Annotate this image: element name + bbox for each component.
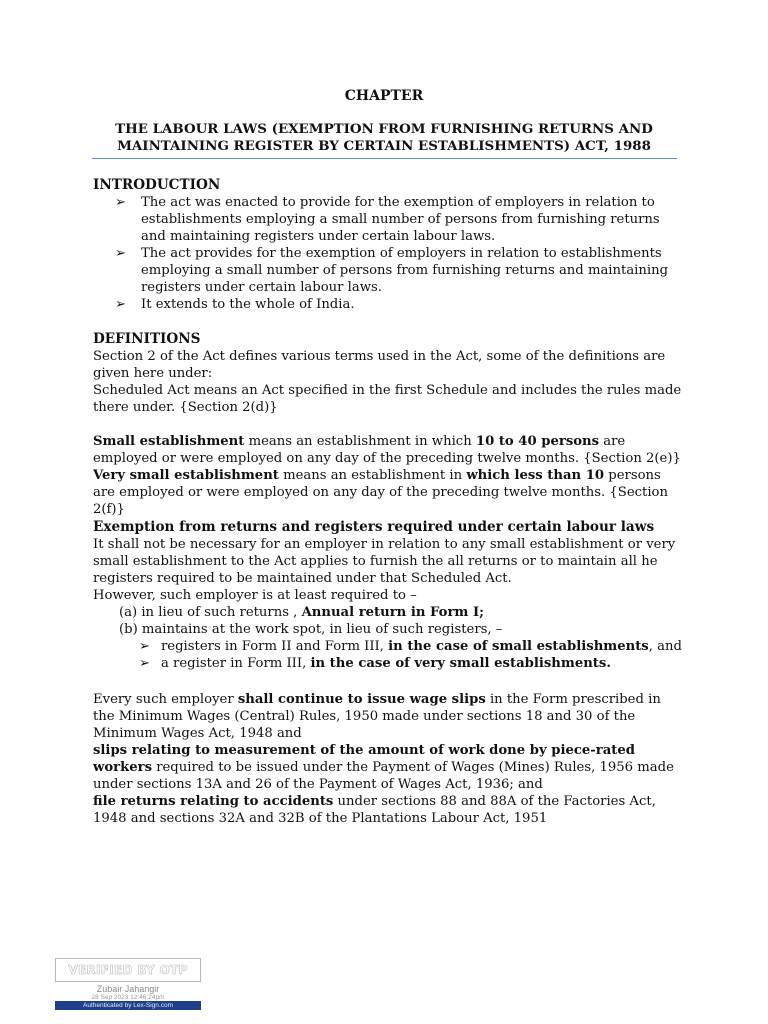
chapter-label: CHAPTER <box>344 88 424 104</box>
requirement-b-item: ➢ registers in Form II and Form III, in the case of small establishments, and <box>139 639 682 654</box>
introduction-heading: INTRODUCTION <box>93 177 221 193</box>
definitions-heading: DEFINITIONS <box>93 331 201 347</box>
requirement-b: (b) maintains at the work spot, in lieu of such registers, – <box>119 622 503 637</box>
piece-rated-paragraph: slips relating to measurement of the amount of work done by piece-rated workers required to be issued under the Payment of Wages (Mines) Rules, 1956 made under sections 13A and 26 of the Payment of Wages Act, 1936; and <box>93 743 674 792</box>
act-title-line-1: THE LABOUR LAWS (EXEMPTION FROM FURNISHING RETURNS AND <box>115 121 653 137</box>
definitions-section <box>93 331 683 518</box>
requirement-b-item: ➢ a register in Form III, in the case of very small establishments. <box>139 656 611 671</box>
introduction-section <box>93 177 683 313</box>
requirement-a: (a) in lieu of such returns , Annual return in Form I; <box>119 605 485 620</box>
definitions-intro: Section 2 of the Act defines various terms used in the Act, some of the definitions are given here under: <box>93 349 666 381</box>
title-underline <box>92 158 677 159</box>
verification-stamp <box>55 958 201 1010</box>
signer-name: Zubair Jahangir <box>96 984 160 994</box>
act-title-line-2: MAINTAINING REGISTER BY CERTAIN ESTABLISHMENTS) ACT, 1988 <box>117 138 651 154</box>
continuation-section <box>93 691 683 827</box>
arrow-bullet-icon: ➢ <box>139 639 150 654</box>
authentication-banner: Authenticated by Lex-Sign.com <box>55 1001 201 1010</box>
very-small-establishment-definition: Very small establishment means an establishment in which less than 10 persons are employed or were employed on any day of the preceding twelve months. {Section 2(f)} <box>93 468 668 517</box>
intro-bullet: ➢ The act provides for the exemption of employers in relation to establishments employing a small number of persons from furnishing returns and maintaining registers under certain labour laws. <box>93 245 683 296</box>
wage-slips-paragraph: Every such employer shall continue to issue wage slips in the Form prescribed in the Minimum Wages (Central) Rules, 1950 made under sections 18 and 30 of the Minimum Wages Act, 1948 and <box>93 692 661 741</box>
arrow-bullet-icon: ➢ <box>115 195 126 210</box>
exemption-heading: Exemption from returns and registers required under certain labour laws <box>93 519 655 535</box>
act-title <box>92 121 676 155</box>
signature-date: 28 Sep 2023 12:46:24pm <box>91 994 165 1001</box>
arrow-bullet-icon: ➢ <box>115 246 126 261</box>
arrow-bullet-icon: ➢ <box>139 656 150 671</box>
exemption-paragraph: It shall not be necessary for an employer in relation to any small establishment or very small establishment to the Act applies to furnish the all returns or to maintain all he registers required to be maintained under that Scheduled Act. <box>93 537 676 586</box>
intro-bullet: ➢ The act was enacted to provide for the exemption of employers in relation to establishments employing a small number of persons from furnishing returns and maintaining registers under certain labour laws. <box>93 194 683 245</box>
accident-returns-paragraph: file returns relating to accidents under sections 88 and 88A of the Factories Act, 1948 and sections 32A and 32B of the Plantations Labour Act, 1951 <box>93 794 656 826</box>
exemption-section <box>93 519 683 672</box>
verified-label: VERIFIED BY OTP <box>55 958 201 982</box>
arrow-bullet-icon: ➢ <box>115 297 126 312</box>
scheduled-act-definition: Scheduled Act means an Act specified in the first Schedule and includes the rules made there under. {Section 2(d)} <box>93 383 682 415</box>
small-establishment-definition: Small establishment means an establishment in which 10 to 40 persons are employed or were employed on any day of the preceding twelve months. {Section 2(e)} <box>93 434 681 466</box>
intro-bullet: ➢ It extends to the whole of India. <box>93 296 683 313</box>
however-line: However, such employer is at least required to – <box>93 588 417 603</box>
